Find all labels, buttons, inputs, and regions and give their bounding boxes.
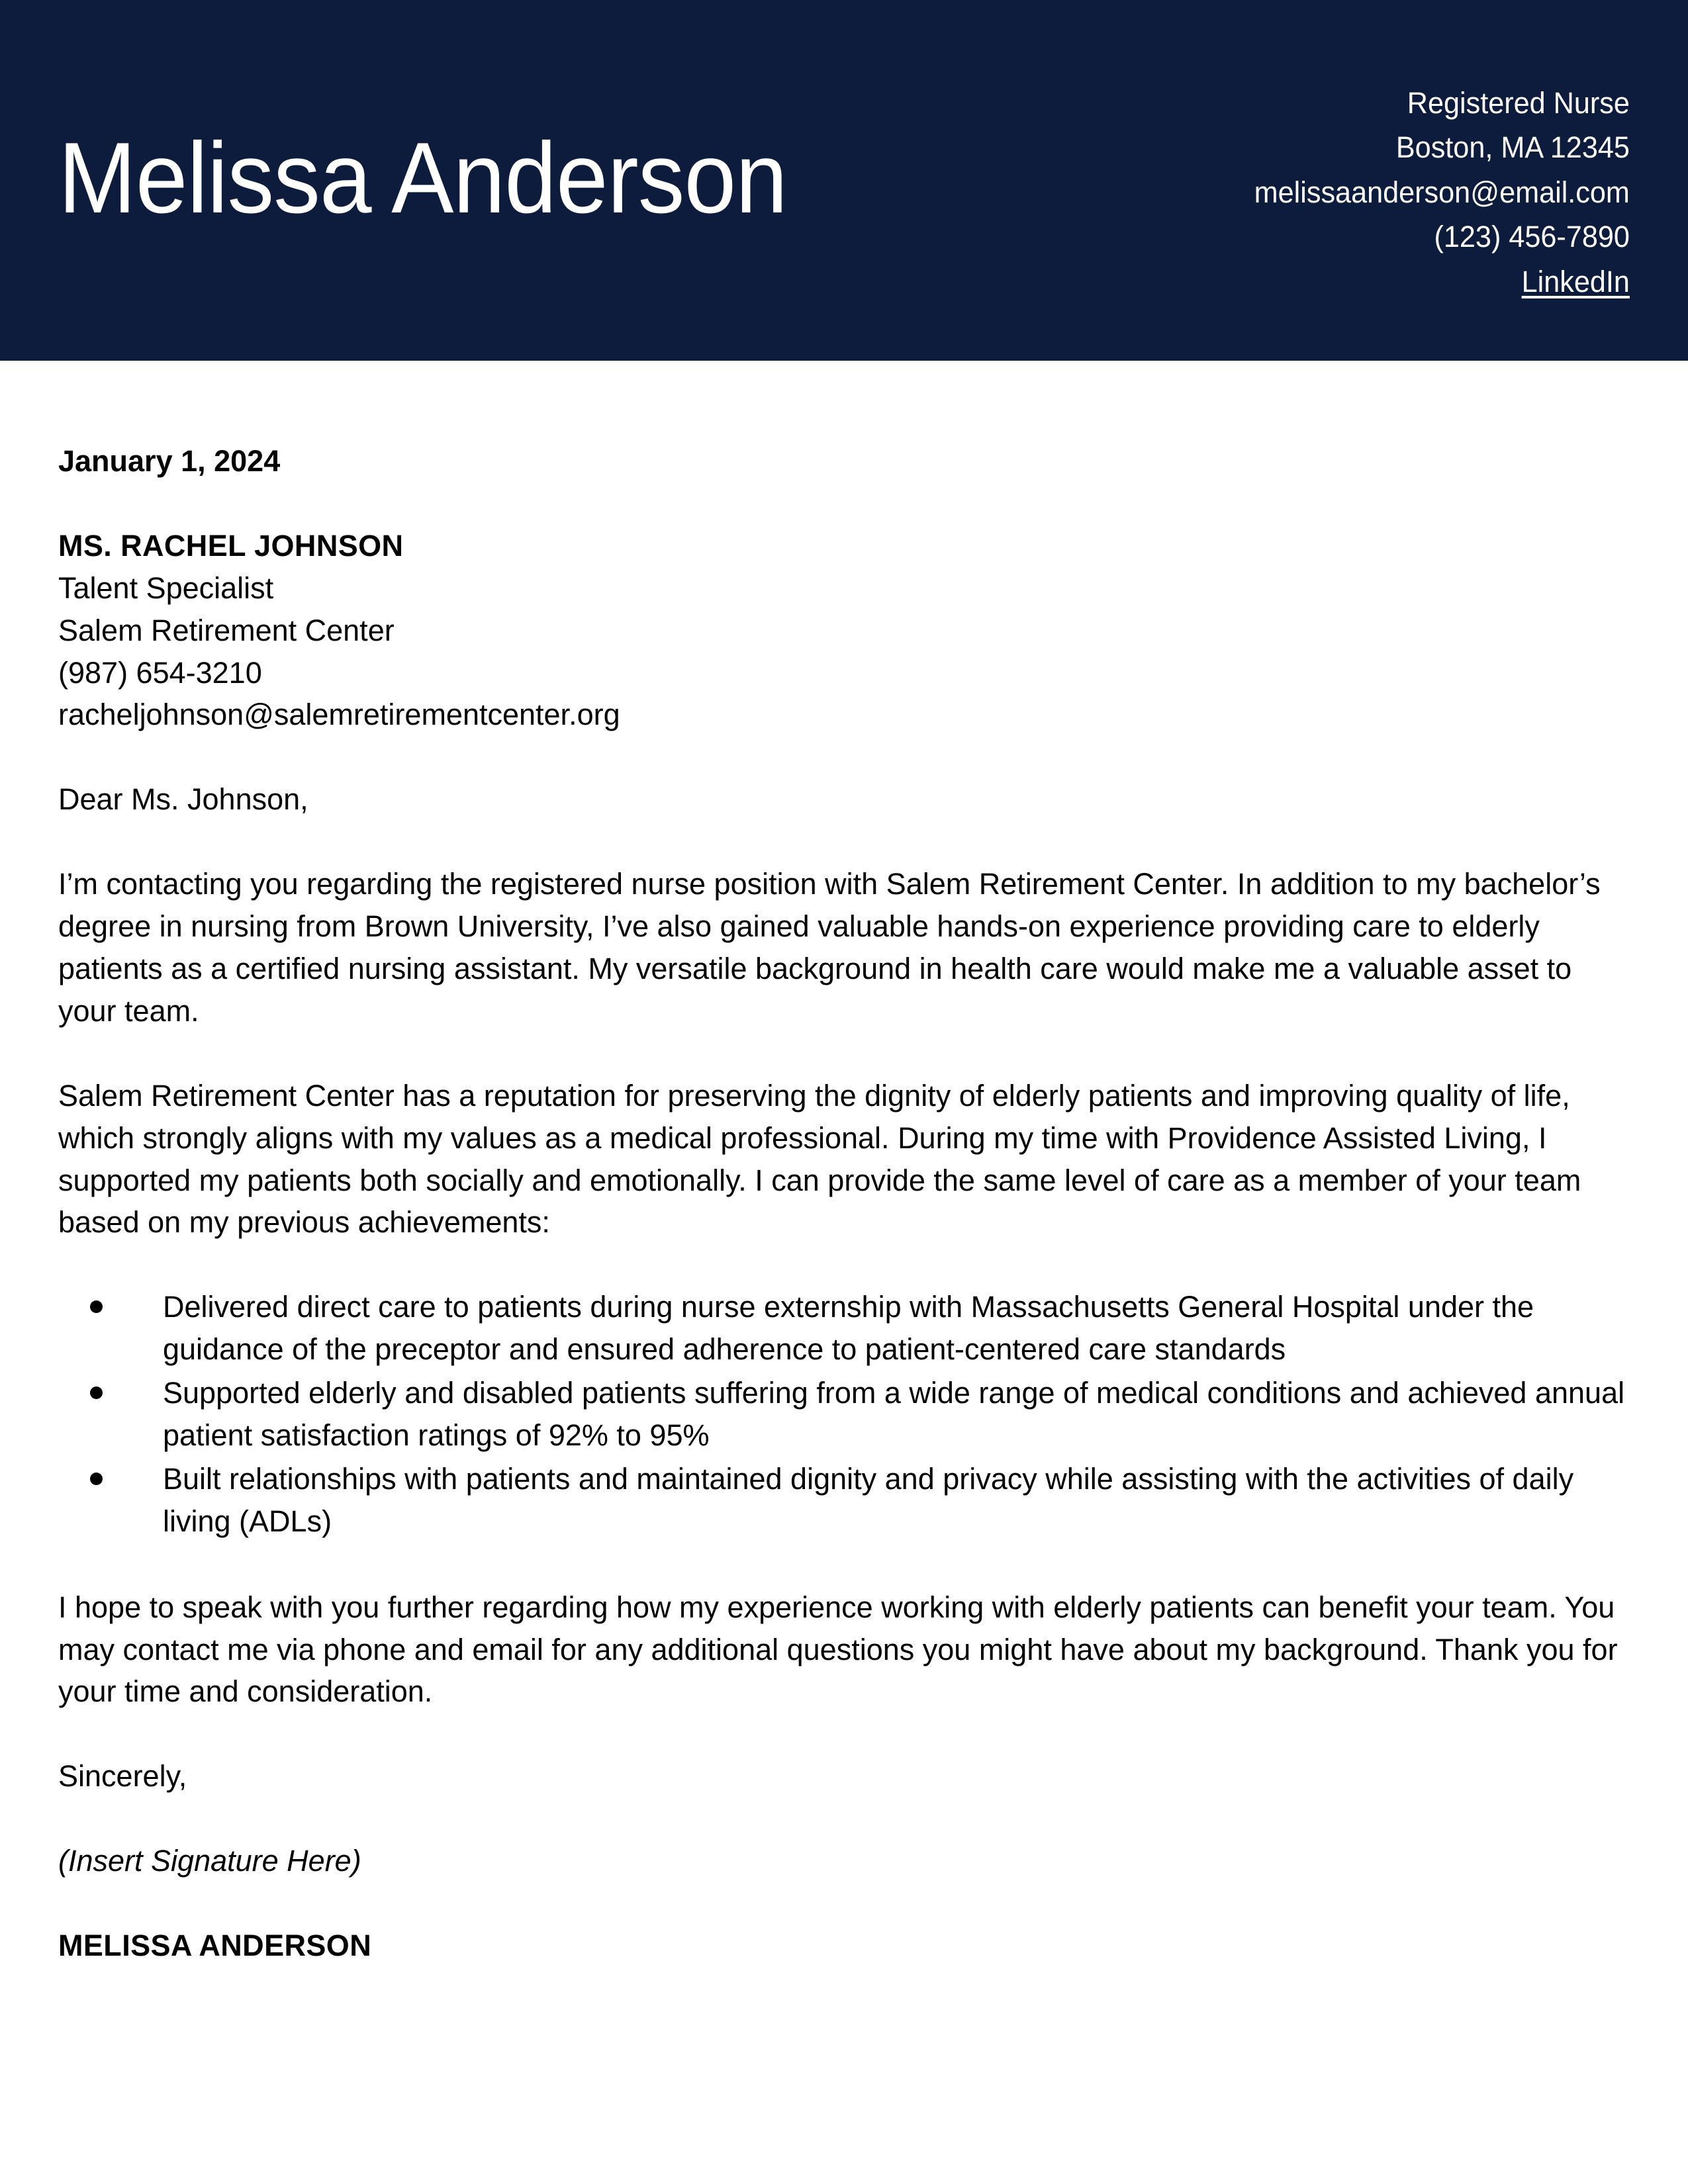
body-paragraph-1: I’m contacting you regarding the registered nurse position with Salem Retirement Center. In addition to my bachelor’s degree in nursing from Brown University, I’ve also gained valuable hands-on experience providing care to elderly patients as a certified nursing assistant. My versatile background in health care would make me a valuable asset to your team. [58,867,1601,1028]
salutation: Dear Ms. Johnson, [58,782,308,817]
letter-body [58,361,1627,1967]
body-paragraph-2: Salem Retirement Center has a reputation for preserving the dignity of elderly patients and improving quality of life, which strongly aligns with my values as a medical professional. During my time with Providence Assisted Living, I supported my patients both socially and emotionally. I can provide the same level of care as a member of your team based on my previous achievements: [58,1078,1581,1240]
recipient-phone: (987) 654-3210 [58,655,262,690]
contact-info-block [1254,57,1630,304]
signature-placeholder: (Insert Signature Here) [58,1844,361,1878]
bullet-dot-icon [90,1300,103,1313]
list-item [58,1372,1627,1457]
achievement-text: Delivered direct care to patients during nurse externship with Massachusetts General Hospital under the guidance of the preceptor and ensured adherence to patient-centered care standards [163,1290,1534,1367]
bullet-dot-icon [90,1473,103,1485]
contact-linkedin-link[interactable]: LinkedIn [1521,264,1630,298]
spacer-after-signature [58,1882,1627,1925]
contact-email: melissaanderson@email.com [1254,175,1630,209]
list-item [58,1458,1627,1543]
sign-off: Sincerely, [58,1759,187,1794]
body-paragraph-3: I hope to speak with you further regarding how my experience working with elderly patients can benefit your team. You may contact me via phone and email for any additional questions you might have about my background. Thank you for your time and consideration. [58,1590,1618,1709]
spacer-after-recipient [58,736,1627,778]
contact-location: Boston, MA 12345 [1395,130,1630,165]
spacer-after-paragraph-2 [58,1244,1627,1286]
achievement-text: Supported elderly and disabled patients suffering from a wide range of medical conditions and achieved annual patient satisfaction ratings of 92% to 95% [163,1376,1625,1453]
recipient-address-block [58,525,1627,736]
spacer-after-signoff [58,1797,1627,1840]
achievement-text: Built relationships with patients and maintained dignity and privacy while assisting with the activities of daily living (ADLs) [163,1461,1574,1538]
achievements-list [58,1286,1627,1542]
spacer-after-paragraph-3 [58,1713,1627,1755]
recipient-company: Salem Retirement Center [58,613,395,647]
recipient-email: racheljohnson@salemretirementcenter.org [58,698,620,732]
spacer-after-salutation [58,821,1627,863]
spacer-after-date [58,482,1627,525]
signer-name: MELISSA ANDERSON [58,1929,372,1963]
recipient-title: Talent Specialist [58,570,274,605]
contact-phone: (123) 456-7890 [1434,220,1630,254]
candidate-name: Melissa Anderson [58,121,787,234]
letter-date: January 1, 2024 [58,444,281,478]
bullet-dot-icon [90,1387,103,1399]
list-item [58,1286,1627,1371]
spacer-after-list [58,1544,1627,1586]
spacer-after-paragraph-1 [58,1032,1627,1075]
contact-job-title: Registered Nurse [1407,85,1630,120]
letterhead-inner [58,0,1630,361]
recipient-name: MS. RACHEL JOHNSON [58,528,404,563]
letterhead-banner [0,0,1688,361]
